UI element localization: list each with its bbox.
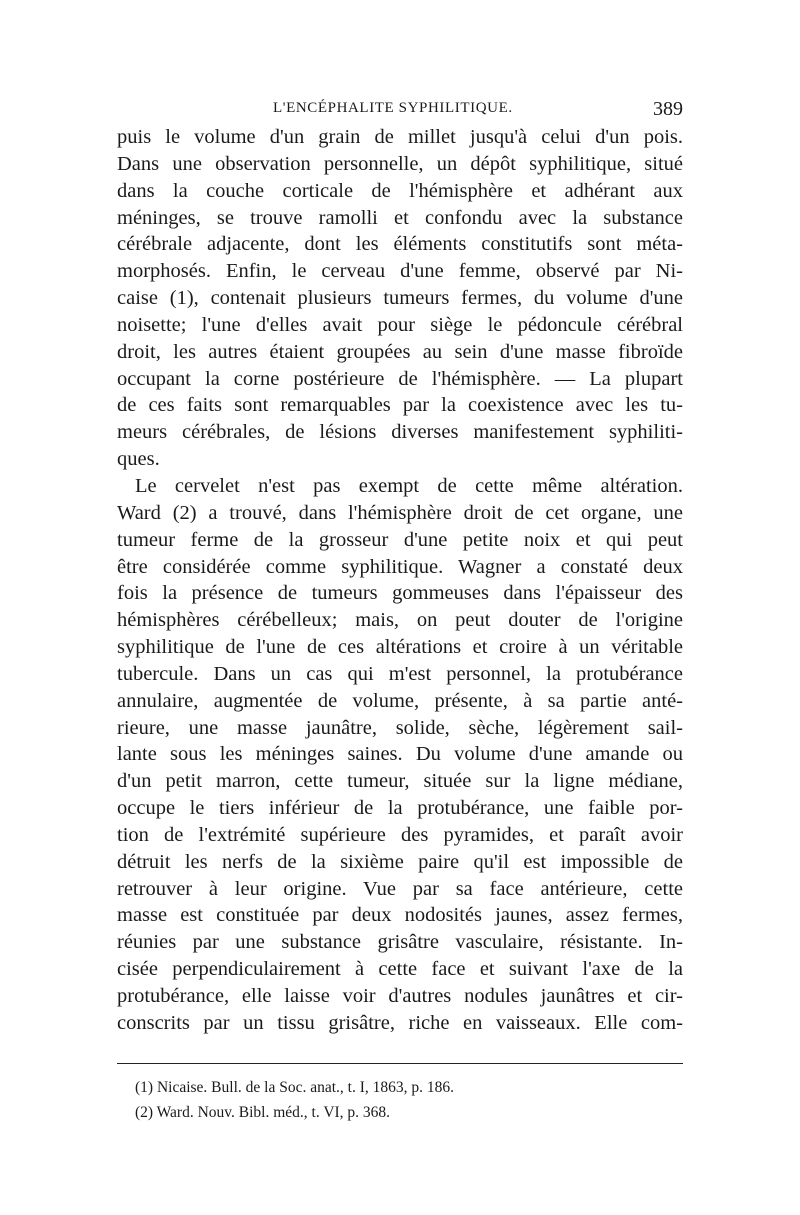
- text-line: droit, les autres étaient groupées au sein d'une masse fibroïde: [117, 340, 683, 363]
- footnote-1: (1) Nicaise. Bull. de la Soc. anat., t. I, 1863, p. 186.: [135, 1079, 454, 1096]
- text-line: meurs cérébrales, de lésions diverses manifestement syphiliti-: [117, 421, 683, 444]
- text-line: d'un petit marron, cette tumeur, située sur la ligne médiane,: [117, 770, 683, 793]
- text-line: être considérée comme syphilitique. Wagner a constaté deux: [117, 555, 683, 578]
- text-line: retrouver à leur origine. Vue par sa face antérieure, cette: [117, 877, 683, 900]
- running-head: [117, 98, 683, 122]
- text-line: occupe le tiers inférieur de la protubérance, une faible por-: [117, 797, 683, 820]
- footnote-2: (2) Ward. Nouv. Bibl. méd., t. VI, p. 368.: [135, 1104, 391, 1121]
- text-line: Dans une observation personnelle, un dépôt syphilitique, situé: [117, 152, 683, 175]
- text-line: Ward (2) a trouvé, dans l'hémisphère droit de cet organe, une: [117, 501, 683, 524]
- text-line: ques.: [117, 448, 160, 471]
- text-line: annulaire, augmentée de volume, présente, à sa partie anté-: [117, 689, 683, 712]
- text-line: de ces faits sont remarquables par la coexistence avec les tu-: [117, 394, 683, 417]
- footnotes: [135, 1075, 675, 1125]
- text-line: méninges, se trouve ramolli et confondu avec la substance: [117, 206, 683, 229]
- page-number: 389: [653, 98, 683, 120]
- text-line: dans la couche corticale de l'hémisphère et adhérant aux: [117, 179, 683, 202]
- text-line: réunies par une substance grisâtre vasculaire, résistante. In-: [117, 931, 683, 954]
- text-line: syphilitique de l'une de ces altérations et croire à un véritable: [117, 636, 683, 659]
- running-title: L'ENCÉPHALITE SYPHILITIQUE.: [273, 100, 513, 116]
- text-line: tion de l'extrémité supérieure des pyramides, et paraît avoir: [117, 823, 683, 846]
- text-line: cisée perpendiculairement à cette face et suivant l'axe de la: [117, 958, 683, 981]
- text-line: tumeur ferme de la grosseur d'une petite noix et qui peut: [117, 528, 683, 551]
- text-line: hémisphères cérébelleux; mais, on peut douter de l'origine: [117, 609, 683, 632]
- text-line: caise (1), contenait plusieurs tumeurs fermes, du volume d'une: [117, 287, 683, 310]
- text-line: fois la présence de tumeurs gommeuses dans l'épaisseur des: [117, 582, 683, 605]
- text-line: puis le volume d'un grain de millet jusqu'à celui d'un pois.: [117, 126, 683, 148]
- text-line: détruit les nerfs de la sixième paire qu'il est impossible de: [117, 850, 683, 873]
- text-line: occupant la corne postérieure de l'hémisphère. — La plupart: [117, 367, 683, 390]
- body-text: [117, 124, 683, 1037]
- text-line: lante sous les méninges saines. Du volume d'une amande ou: [117, 743, 683, 766]
- text-line: masse est constituée par deux nodosités jaunes, assez fermes,: [117, 904, 683, 927]
- footnote-rule: [117, 1063, 683, 1064]
- text-line: tubercule. Dans un cas qui m'est personnel, la protubérance: [117, 662, 683, 685]
- text-line: conscrits par un tissu grisâtre, riche en vaisseaux. Elle com-: [117, 1011, 683, 1034]
- text-line: rieure, une masse jaunâtre, solide, sèche, légèrement sail-: [117, 716, 683, 739]
- text-line: protubérance, elle laisse voir d'autres nodules jaunâtres et cir-: [117, 985, 683, 1007]
- text-line: morphosés. Enfin, le cerveau d'une femme, observé par Ni-: [117, 260, 683, 283]
- text-line: noisette; l'une d'elles avait pour siège le pédoncule cérébral: [117, 313, 683, 336]
- text-line: cérébrale adjacente, dont les éléments constitutifs sont méta-: [117, 233, 683, 256]
- text-line: Le cervelet n'est pas exempt de cette même altération.: [135, 474, 683, 497]
